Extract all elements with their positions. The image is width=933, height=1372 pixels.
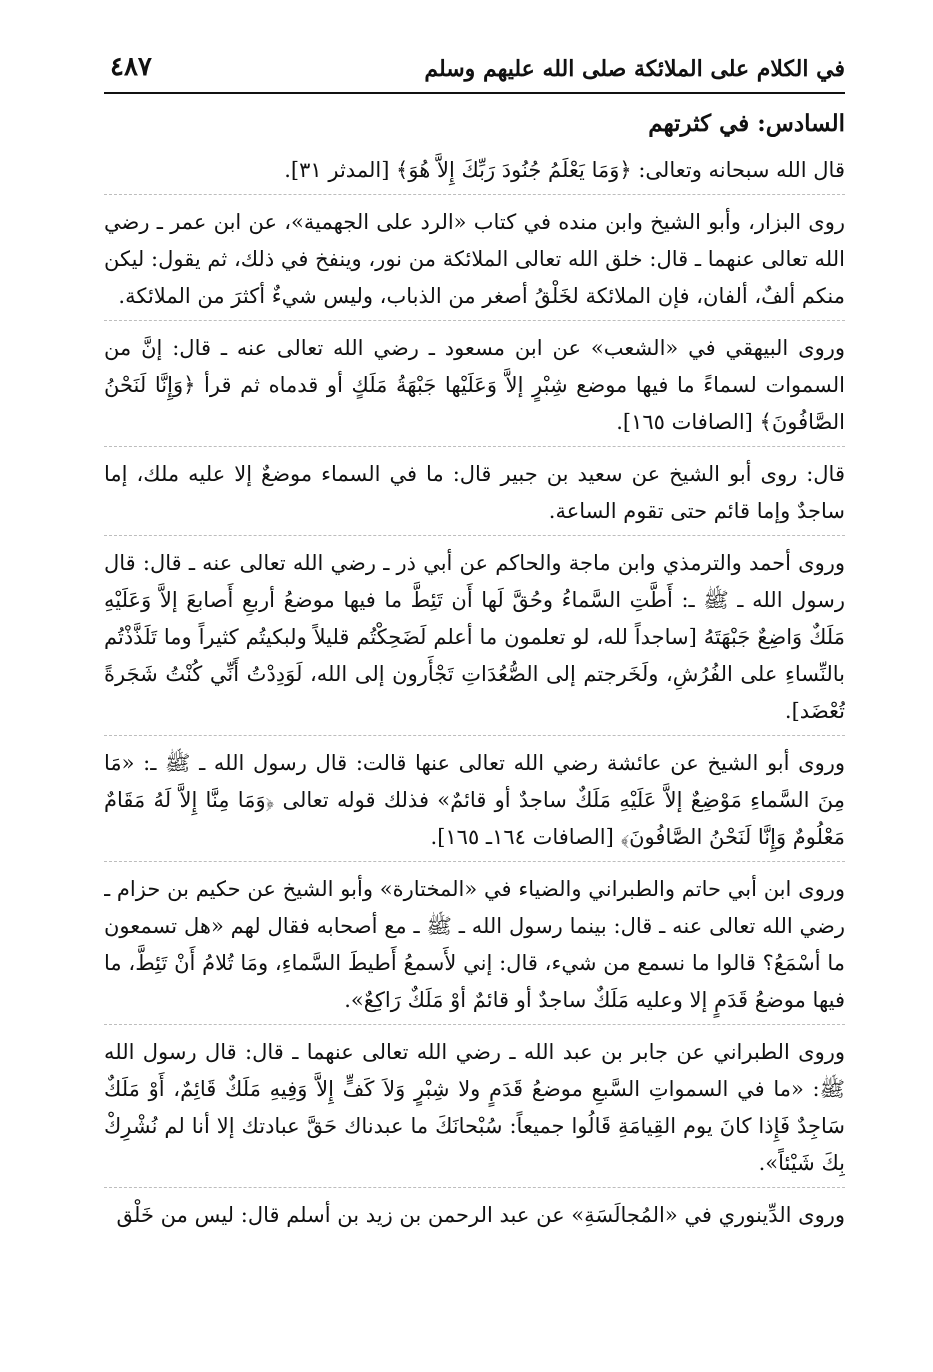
page-body [104, 108, 845, 1352]
paragraph: قال: روى أبو الشيخ عن سعيد بن جبير قال: ما في السماء موضعٌ إلا عليه ملك، إما ساجدٌ وإما قائم حتى تقوم الساعة. [104, 456, 845, 536]
page-header [104, 40, 845, 94]
paragraph: وروى البيهقي في «الشعب» عن ابن مسعود ـ رضي الله تعالى عنه ـ قال: إنَّ من السموات لسماءً ما فيها موضع شِبْرٍ إلاَّ وَعَلَيْها جَبْهَةُ مَلَكٍ أو قدماه ثم قرأ ﴿وَإِنَّا لَنَحْنُ الصَّافُونَ﴾ [الصافات ١٦٥]. [104, 330, 845, 447]
running-title: في الكلام على الملائكة صلى الله عليهم وسلم [424, 56, 845, 82]
paragraph: وروى ابن أبي حاتم والطبراني والضياء في «المختارة» وأبو الشيخ عن حكيم بن حزام ـ رضي الله تعالى عنه ـ قال: بينما رسول الله ـ ﷺ ـ مع أصحابه فقال لهم «هل تسمعون ما أسْمَعُ؟ قالوا ما نسمع من شيء، قال: إني لأَسمعُ أَطيطَ السَّماءِ، ومَا تُلامُ أَنْ تَئِطَّ، ما فيها موضعُ قَدَمٍ إلا وعليه مَلَكٌ ساجدٌ أو قائمٌ أوْ مَلَكٌ رَاكِعٌ». [104, 871, 845, 1025]
paragraph: قال الله سبحانه وتعالى: ﴿وَمَا يَعْلَمُ جُنُودَ رَبِّكَ إِلاَّ هُوَ﴾ [المدثر ٣١]. [104, 152, 845, 195]
section-heading: السادس: في كثرتهم [648, 110, 845, 137]
paragraph: روى البزار، وأبو الشيخ وابن منده في كتاب «الرد على الجهمية»، عن ابن عمر ـ رضي الله تعالى عنهما ـ قال: خلق الله تعالى الملائكة من نور، وينفخ في ذلك، ثم يقول: ليكن منكم ألفٌ، ألفان، فإن الملائكة لخَلْقُ أصغر من الذباب، وليس شيءٌ أكثرَ من الملائكة. [104, 204, 845, 321]
paragraph: وروى أحمد والترمذي وابن ماجة والحاكم عن أبي ذر ـ رضي الله تعالى عنه ـ قال: قال رسول الله ـ ﷺ ـ: أَطَّتِ السَّماءُ وحُقَّ لَها أَن تَئِطَّ ما فيها موضعُ أربعِ أَصابعَ إلاَّ وَعَلَيْهِ مَلَكٌ وَاضِعٌ جَبْهَتَهُ [ساجداً لله، لو تعلمون ما أعلم لَضَحِكْتُم قليلاً ولبكيتُم كثيراً وما تَلَذَّذْتُم بالنِّساءِ على الفُرُشِ، ولَخَرجتم إلى الصُّعُدَاتِ تَجْأَرون إلى الله، لَوَدِدْتُ أَنِّي كُنْتُ شَجَرةً تُعْضَد]. [104, 545, 845, 736]
page-number: ٤٨٧ [110, 52, 152, 82]
paragraph: وروى الطبراني عن جابر بن عبد الله ـ رضي الله تعالى عنهما ـ قال: قال رسول الله ﷺ: «ما في السمواتِ السَّبعِ موضعُ قَدَمٍ ولا شِبْرٍ وَلاَ كَفٍّ إِلاَّ وَفِيهِ مَلَكٌ قَائِمٌ، أَوْ مَلَكٌ سَاجِدٌ فَإِذا كانَ يوم القِيامَةِ قَالُوا جميعاً: سُبْحانَكَ ما عبدناك حَقَّ عبادتك إلا أنا لم نُشْرِكْ بِكَ شَيْئاً». [104, 1034, 845, 1188]
paragraph: وروى أبو الشيخ عن عائشة رضي الله تعالى عنها قالت: قال رسول الله ـ ﷺ ـ: «مَا مِنَ السَّماءِ مَوْضِعٌ إلاَّ عَلَيْهِ مَلَكٌ ساجدٌ أو قائمٌ» فذلك قوله تعالى ﴿وَمَا مِنَّا إِلاَّ لَهُ مَقَامٌ مَعْلُومٌ وَإِنَّا لَنَحْنُ الصَّافُونَ﴾ [الصافات ١٦٤ـ ١٦٥]. [104, 745, 845, 862]
paragraph: وروى الدِّينوري في «المُجالَسَةِ» عن عبد الرحمن بن زيد بن أسلم قال: ليس من خَلْق [116, 1203, 845, 1228]
